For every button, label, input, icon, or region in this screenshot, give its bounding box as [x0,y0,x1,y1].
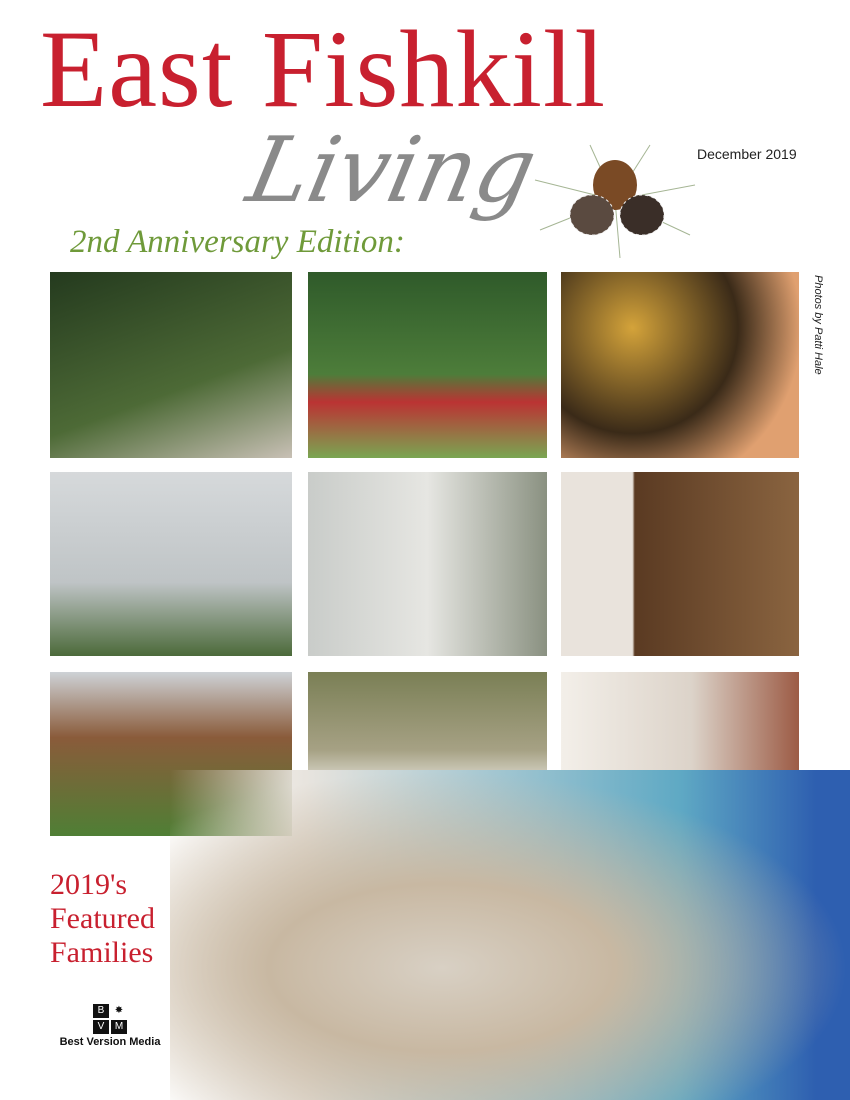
publisher-logo [52,1000,168,1048]
burst-icon: ✸ [111,1004,127,1018]
magazine-subtitle: Living [238,118,546,223]
featured-line-3: Families [50,936,154,969]
family-photo-5 [308,472,547,656]
family-photo-3 [561,272,799,458]
family-photo-4 [50,472,292,656]
bvm-logo-mark [93,1004,127,1034]
edition-headline: 2nd Anniversary Edition: [70,224,405,260]
logo-letter: M [111,1020,127,1034]
featured-line-1: 2019's [50,868,128,901]
family-photo-1 [50,272,292,458]
cover-collage-photo [170,770,850,1100]
publisher-name: Best Version Media [59,1036,161,1048]
photo-credit: Photos by Patti Hale [812,275,824,375]
logo-letter: B [93,1004,109,1018]
family-photo-2 [308,272,547,458]
featured-line-2: Featured [50,902,155,935]
pinecone-illustration [530,140,700,260]
featured-families-heading [50,868,155,970]
magazine-title: East Fishkill [40,8,607,130]
issue-date: December 2019 [697,146,797,162]
logo-letter: V [93,1020,109,1034]
family-photo-6 [561,472,799,656]
